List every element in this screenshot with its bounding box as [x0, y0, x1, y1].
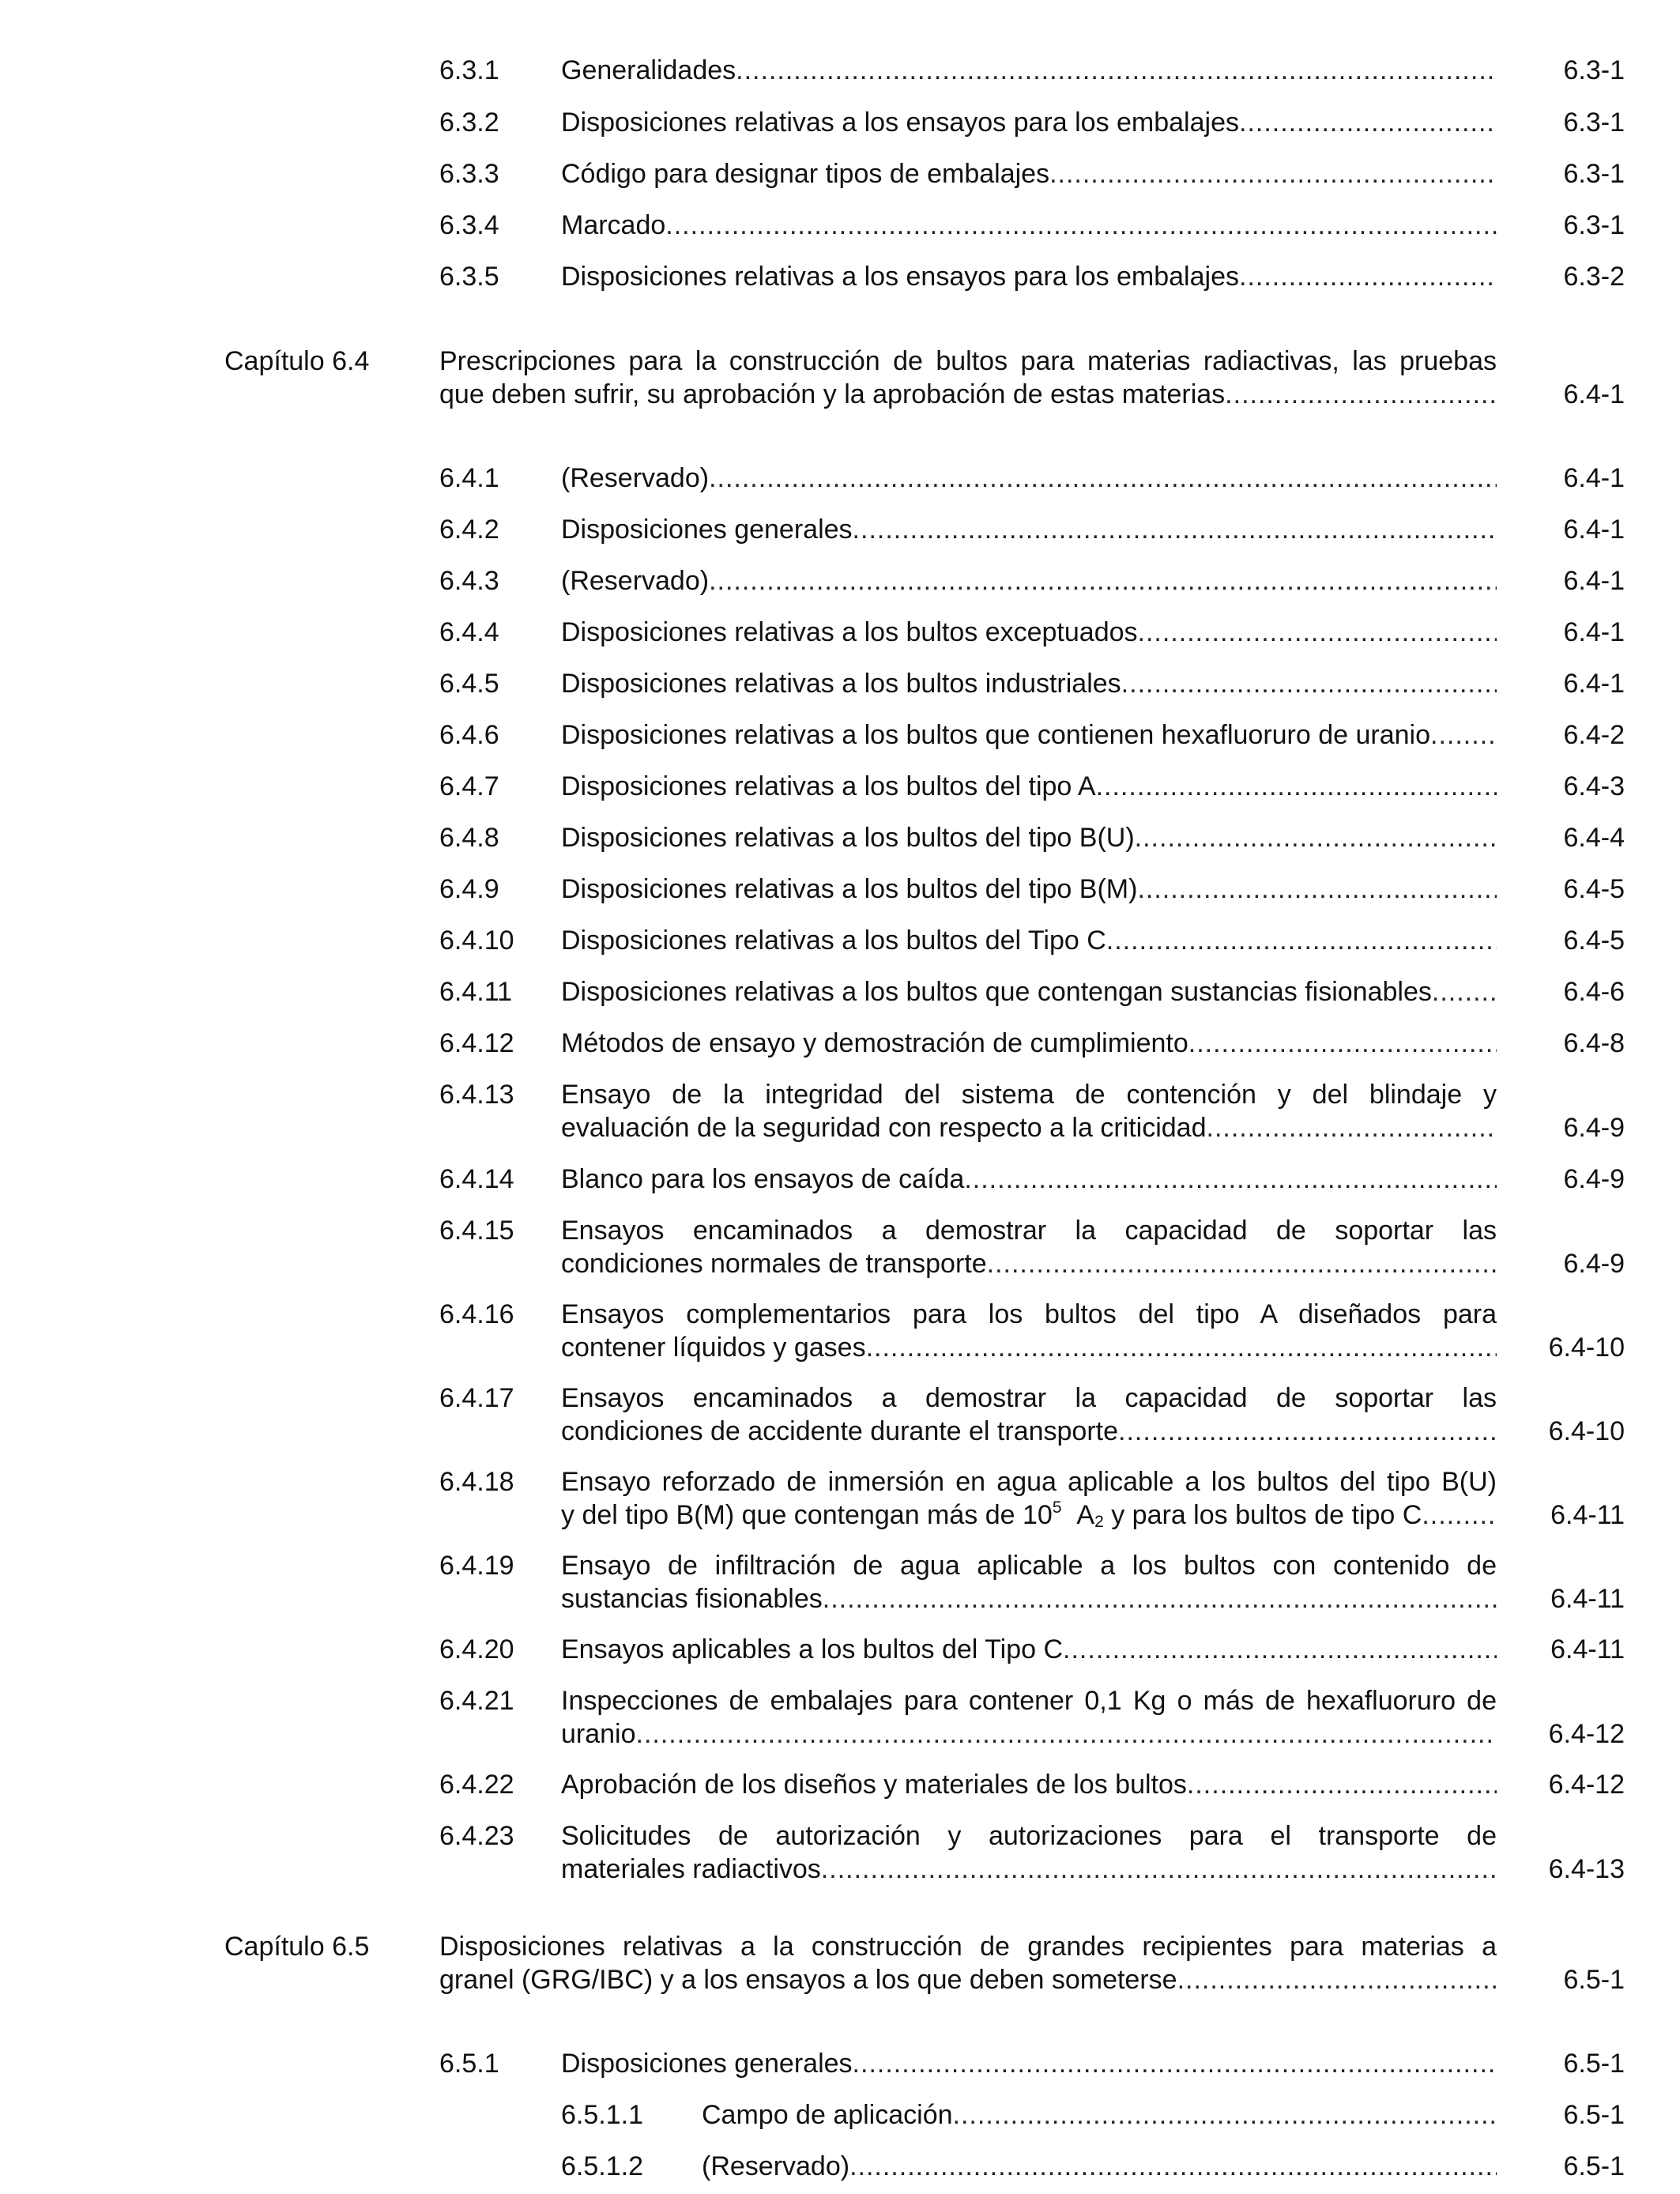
entry-number: 6.4.9 — [439, 874, 499, 904]
entry-title-last-line — [561, 667, 1497, 700]
entry-title — [439, 1930, 1497, 1996]
entry-number: 6.4.19 — [439, 1551, 514, 1581]
entry-number: 6.4.11 — [439, 977, 513, 1007]
entry-title-last-line — [439, 1963, 1497, 1996]
page-reference: 6.3-1 — [1563, 107, 1625, 138]
page-reference: 6.4-1 — [1563, 669, 1625, 699]
page-reference: 6.4-9 — [1563, 1113, 1625, 1143]
superscript: 5 — [1052, 1498, 1062, 1517]
entry-title — [561, 209, 1497, 242]
entry-title-text: Disposiciones relativas a los ensayos para los embalajes — [561, 107, 1239, 138]
entry-number: 6.3.4 — [439, 210, 499, 240]
entry-title-last-line — [561, 1768, 1497, 1801]
page-reference: 6.3-1 — [1563, 159, 1625, 189]
entry-title — [561, 54, 1497, 87]
entry-title-line: Ensayos encaminados a demostrar la capacidad de soportar las — [561, 1216, 1497, 1246]
entry-number: 6.4.7 — [439, 771, 499, 801]
entry-title-text: Ensayos aplicables a los bultos del Tipo C — [561, 1634, 1064, 1664]
page-reference: 6.4-6 — [1563, 977, 1625, 1007]
dot-leader — [1137, 873, 1497, 906]
entry-number: 6.5.1.1 — [561, 2100, 643, 2130]
entry-title — [702, 2098, 1497, 2132]
dot-leader — [1135, 821, 1497, 854]
dot-leader — [866, 1331, 1497, 1364]
entry-title-last-line — [561, 209, 1497, 242]
entry-title — [561, 1382, 1497, 1448]
entry-title-last-line — [561, 260, 1497, 293]
entry-title-text: Disposiciones relativas a los ensayos para los embalajes — [561, 262, 1239, 292]
page-reference: 6.5-1 — [1563, 2049, 1625, 2079]
dot-leader — [821, 1853, 1497, 1886]
page-reference: 6.4-5 — [1563, 874, 1625, 904]
entry-title — [561, 1298, 1497, 1364]
dot-leader — [1225, 378, 1497, 411]
dot-leader — [1188, 1027, 1497, 1060]
page-reference: 6.4-3 — [1563, 771, 1625, 801]
dot-leader — [987, 1247, 1497, 1280]
dot-leader — [1430, 718, 1497, 752]
entry-title-text: Campo de aplicación — [702, 2100, 953, 2130]
entry-number: 6.4.2 — [439, 515, 499, 545]
entry-title — [561, 718, 1497, 752]
page-reference: 6.4-11 — [1550, 1634, 1625, 1664]
entry-title-text: que deben sufrir, su aprobación y la aprobación de estas materias — [439, 379, 1226, 409]
entry-title-text: Disposiciones relativas a los bultos del tipo B(M) — [561, 874, 1138, 904]
entry-title-line: Disposiciones relativas a la construcción de grandes recipientes para materias a — [439, 1932, 1497, 1962]
entry-number: 6.5.1.2 — [561, 2151, 643, 2181]
entry-title-text: Generalidades — [561, 55, 736, 85]
entry-title-text: Disposiciones relativas a los bultos del Tipo C — [561, 925, 1106, 956]
entry-number: 6.3.2 — [439, 107, 499, 138]
dot-leader — [853, 513, 1497, 546]
entry-number: 6.5.1 — [439, 2049, 499, 2079]
chapter-label: Capítulo 6.5 — [224, 1932, 370, 1962]
entry-title — [561, 106, 1497, 139]
entry-number: 6.4.17 — [439, 1383, 514, 1413]
entry-title — [561, 2047, 1497, 2080]
page-reference: 6.4-10 — [1548, 1416, 1625, 1446]
entry-title-text: y del tipo B(M) que contengan más de 10 — [561, 1500, 1053, 1530]
entry-title-last-line — [561, 1415, 1497, 1448]
entry-title — [561, 1768, 1497, 1801]
entry-title — [561, 1214, 1497, 1280]
dot-leader — [1121, 667, 1497, 700]
entry-title-line: Inspecciones de embalajes para contener 0,1 Kg o más de hexafluoruro de — [561, 1686, 1497, 1716]
entry-number: 6.4.14 — [439, 1164, 514, 1194]
entry-title-text: condiciones de accidente durante el transporte — [561, 1416, 1119, 1446]
page-reference: 6.3-1 — [1563, 55, 1625, 85]
entry-title-last-line — [561, 1582, 1497, 1615]
entry-title — [561, 260, 1497, 293]
page-reference: 6.5-1 — [1563, 1965, 1625, 1995]
dot-leader — [1187, 1768, 1497, 1801]
entry-number: 6.4.18 — [439, 1467, 514, 1497]
entry-title-text: (Reservado) — [561, 463, 710, 493]
entry-title-text: granel (GRG/IBC) y a los ensayos a los que deben someterse — [439, 1965, 1177, 1995]
dot-leader — [1432, 975, 1497, 1008]
entry-number: 6.4.1 — [439, 463, 499, 493]
entry-title — [561, 462, 1497, 495]
entry-title-last-line — [561, 1498, 1497, 1532]
page-reference: 6.3-1 — [1563, 210, 1625, 240]
entry-title-text: condiciones normales de transporte — [561, 1249, 987, 1279]
entry-title — [561, 1163, 1497, 1196]
entry-number: 6.4.4 — [439, 617, 499, 647]
entry-title-text: Disposiciones generales — [561, 515, 853, 545]
dot-leader — [853, 2047, 1497, 2080]
entry-number: 6.4.16 — [439, 1299, 514, 1329]
entry-title-last-line — [439, 378, 1497, 411]
entry-title-text: (Reservado) — [561, 566, 710, 596]
subscript: 2 — [1094, 1513, 1104, 1531]
dot-leader — [1207, 1111, 1497, 1144]
entry-title-text: uranio — [561, 1719, 636, 1749]
page-reference: 6.5-1 — [1563, 2151, 1625, 2181]
page-reference: 6.4-2 — [1563, 720, 1625, 750]
chapter-label: Capítulo 6.4 — [224, 346, 370, 376]
entry-title-last-line — [561, 1717, 1497, 1751]
entry-number: 6.3.5 — [439, 262, 499, 292]
entry-number: 6.4.20 — [439, 1634, 514, 1664]
dot-leader — [1177, 1963, 1497, 1996]
entry-number: 6.4.3 — [439, 566, 499, 596]
entry-title-text: (Reservado) — [702, 2151, 850, 2181]
entry-title — [561, 821, 1497, 854]
dot-leader — [1422, 1498, 1497, 1532]
page-reference: 6.4-1 — [1563, 379, 1625, 409]
entry-number: 6.4.22 — [439, 1770, 514, 1800]
entry-title — [561, 1078, 1497, 1144]
page-reference: 6.4-13 — [1548, 1854, 1625, 1884]
entry-title-last-line — [561, 513, 1497, 546]
entry-title-text: Disposiciones relativas a los bultos que contienen hexafluoruro de uranio — [561, 720, 1431, 750]
entry-number: 6.3.1 — [439, 55, 499, 85]
entry-title-text: Disposiciones relativas a los bultos del tipo B(U) — [561, 823, 1135, 853]
entry-title-text: Disposiciones relativas a los bultos que contengan sustancias fisionables — [561, 977, 1432, 1007]
entry-title-last-line — [561, 2047, 1497, 2080]
dot-leader — [736, 54, 1497, 87]
entry-title — [561, 975, 1497, 1008]
entry-title — [561, 1549, 1497, 1615]
entry-title-line: Prescripciones para la construcción de bultos para materias radiactivas, las pruebas — [439, 346, 1497, 376]
dot-leader — [1239, 260, 1497, 293]
entry-title-last-line — [561, 1633, 1497, 1666]
entry-title — [561, 924, 1497, 957]
entry-title-text: Marcado — [561, 210, 666, 240]
entry-title-text: A — [1076, 1500, 1095, 1530]
dot-leader — [1063, 1633, 1497, 1666]
page-reference: 6.4-1 — [1563, 463, 1625, 493]
entry-title-last-line — [561, 975, 1497, 1008]
entry-title-text: contener líquidos y gases — [561, 1333, 866, 1363]
page-reference: 6.3-2 — [1563, 262, 1625, 292]
entry-title-text: Blanco para los ensayos de caída — [561, 1164, 965, 1194]
entry-title-line: Ensayo reforzado de inmersión en agua aplicable a los bultos del tipo B(U) — [561, 1467, 1497, 1497]
entry-number: 6.4.10 — [439, 925, 514, 956]
page-reference: 6.4-11 — [1550, 1500, 1625, 1530]
entry-title-text: y para los bultos de tipo C — [1103, 1500, 1422, 1530]
entry-title-line: Ensayos encaminados a demostrar la capacidad de soportar las — [561, 1383, 1497, 1413]
entry-title-last-line — [561, 1247, 1497, 1280]
entry-title-line: Ensayo de la integridad del sistema de contención y del blindaje y — [561, 1080, 1497, 1110]
dot-leader — [709, 564, 1497, 598]
entry-title-line: Solicitudes de autorización y autorizaciones para el transporte de — [561, 1821, 1497, 1851]
entry-title-last-line — [561, 157, 1497, 190]
entry-number: 6.4.12 — [439, 1028, 514, 1058]
entry-title-last-line — [702, 2150, 1497, 2183]
entry-number: 6.3.3 — [439, 159, 499, 189]
dot-leader — [1239, 106, 1497, 139]
entry-title-text: Disposiciones relativas a los bultos exceptuados — [561, 617, 1138, 647]
page-reference: 6.4-9 — [1563, 1249, 1625, 1279]
entry-title-line: Ensayos complementarios para los bultos del tipo A diseñados para — [561, 1299, 1497, 1329]
entry-title-last-line — [561, 1331, 1497, 1364]
page-reference: 6.4-12 — [1548, 1770, 1625, 1800]
entry-title-last-line — [561, 564, 1497, 598]
entry-number: 6.4.5 — [439, 669, 499, 699]
entry-title-text: materiales radiactivos — [561, 1854, 821, 1884]
entry-title-last-line — [561, 873, 1497, 906]
entry-title-line: Ensayo de infiltración de agua aplicable a los bultos con contenido de — [561, 1551, 1497, 1581]
page-reference: 6.5-1 — [1563, 2100, 1625, 2130]
page-reference: 6.4-10 — [1548, 1333, 1625, 1363]
entry-title-text: Aprobación de los diseños y materiales de los bultos — [561, 1770, 1187, 1800]
entry-title — [439, 345, 1497, 411]
entry-title-text: evaluación de la seguridad con respecto a la criticidad — [561, 1113, 1207, 1143]
dot-leader — [953, 2098, 1497, 2132]
entry-title — [561, 1819, 1497, 1886]
entry-title — [561, 616, 1497, 649]
dot-leader — [636, 1717, 1497, 1751]
entry-title — [702, 2150, 1497, 2183]
entry-title-text: Disposiciones generales — [561, 2049, 853, 2079]
page-reference: 6.4-8 — [1563, 1028, 1625, 1058]
entry-number: 6.4.15 — [439, 1216, 514, 1246]
entry-title-last-line — [561, 718, 1497, 752]
entry-title-last-line — [561, 1027, 1497, 1060]
entry-title — [561, 564, 1497, 598]
entry-title — [561, 667, 1497, 700]
entry-title-last-line — [561, 1111, 1497, 1144]
entry-title — [561, 1633, 1497, 1666]
entry-number: 6.4.21 — [439, 1686, 514, 1716]
dot-leader — [1138, 616, 1497, 649]
entry-title-last-line — [561, 1853, 1497, 1886]
entry-title — [561, 873, 1497, 906]
entry-title-last-line — [561, 770, 1497, 803]
entry-title-last-line — [561, 616, 1497, 649]
dot-leader — [1049, 157, 1497, 190]
entry-number: 6.4.23 — [439, 1821, 514, 1851]
entry-title-last-line — [561, 106, 1497, 139]
dot-leader — [709, 462, 1497, 495]
dot-leader — [1096, 770, 1497, 803]
entry-title — [561, 157, 1497, 190]
page-reference: 6.4-1 — [1563, 566, 1625, 596]
page-reference: 6.4-12 — [1548, 1719, 1625, 1749]
page-reference: 6.4-1 — [1563, 617, 1625, 647]
page-reference: 6.4-5 — [1563, 925, 1625, 956]
entry-title-text: sustancias fisionables — [561, 1584, 823, 1614]
dot-leader — [823, 1582, 1497, 1615]
entry-title-last-line — [561, 924, 1497, 957]
entry-title-last-line — [561, 462, 1497, 495]
entry-title — [561, 513, 1497, 546]
entry-title-last-line — [561, 1163, 1497, 1196]
entry-title — [561, 1027, 1497, 1060]
entry-title — [561, 1684, 1497, 1751]
entry-title-last-line — [561, 54, 1497, 87]
entry-title-text: Código para designar tipos de embalajes — [561, 159, 1050, 189]
entry-title — [561, 1465, 1497, 1532]
entry-number: 6.4.8 — [439, 823, 499, 853]
page-reference: 6.4-1 — [1563, 515, 1625, 545]
dot-leader — [665, 209, 1497, 242]
entry-title — [561, 770, 1497, 803]
entry-title-last-line — [561, 821, 1497, 854]
page-reference: 6.4-4 — [1563, 823, 1625, 853]
dot-leader — [964, 1163, 1497, 1196]
page-reference: 6.4-11 — [1550, 1584, 1625, 1614]
entry-number: 6.4.13 — [439, 1080, 514, 1110]
entry-title-text: Disposiciones relativas a los bultos del tipo A — [561, 771, 1096, 801]
entry-title-last-line — [702, 2098, 1497, 2132]
dot-leader — [849, 2150, 1497, 2183]
page-reference: 6.4-9 — [1563, 1164, 1625, 1194]
entry-title-text: Disposiciones relativas a los bultos industriales — [561, 669, 1121, 699]
dot-leader — [1118, 1415, 1497, 1448]
entry-title-text: Métodos de ensayo y demostración de cumplimiento — [561, 1028, 1188, 1058]
entry-number: 6.4.6 — [439, 720, 499, 750]
dot-leader — [1106, 924, 1497, 957]
